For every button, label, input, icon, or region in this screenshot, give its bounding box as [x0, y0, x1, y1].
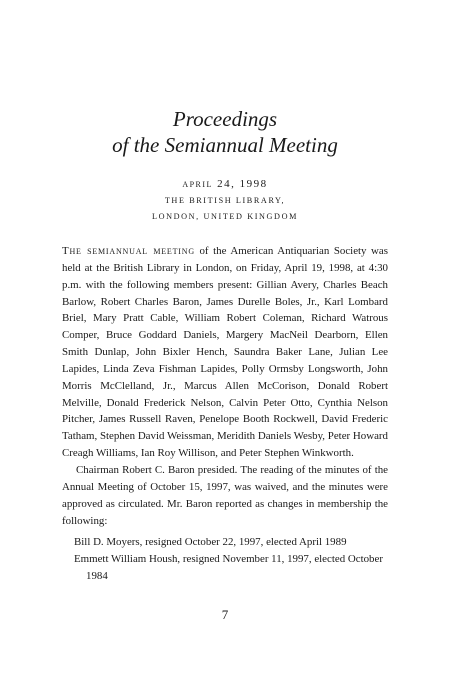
meeting-date: april 24, 1998	[182, 178, 268, 190]
paragraph-attendance	[62, 243, 388, 462]
meeting-city: LONDON, UNITED KINGDOM	[152, 212, 298, 221]
meeting-venue: THE BRITISH LIBRARY,	[164, 196, 286, 205]
page-title-line-1: Proceedings	[172, 107, 278, 131]
page-title-line-2: of the Semiannual Meeting	[112, 133, 338, 157]
membership-change-item: Bill D. Moyers, resigned October 22, 1997, elected April 1989	[74, 536, 347, 549]
paragraph-proceedings: Chairman Robert C. Baron presided. The reading of the minutes of the Annual Meeting of October 15, 1997, was waived, and the minutes were approved as circulated. Mr. Baron reported as changes in membership the following:	[62, 463, 388, 527]
membership-change-item: Emmett William Housh, resigned November 11, 1997, elected October 1984	[74, 553, 383, 583]
paragraph-attendance-text: of the American Antiquarian Society was held at the British Library in London, on Friday, April 19, 1998, at 4:30 p.m. with the following members present: Gillian Avery, Charles Beach Barlow, Robert Charles Baron, James Durelle Boles, Jr., Karl Lombard Briel, Mary Pratt Cable, William Robert Coleman, Richard Watrous Comper, Bruce Goddard Daniels, Margery MacNeil Dearborn, Ellen Smith Dunlap, John Bixler Hench, Saundra Baker Lane, Julian Lee Lapides, Linda Zeva Fishman Lapides, Polly Ormsby Longsworth, John Morris McClelland, Jr., Marcus Allen McCorison, Donald Robert Melville, Donald Frederick Nelson, Calvin Peter Otto, Cynthia Nelson Pitcher, James Russell Raven, Penelope Booth Rockwell, David Frederic Tatham, Stephen David Weissman, Meridith Daniels Wesby, Peter Howard Creagh Williams, Ian Roy Willison, and Peter Stephen Winkworth.	[62, 245, 388, 460]
body-text	[62, 243, 388, 585]
page-number: 7	[221, 607, 229, 622]
paragraph-lead-in: The semiannual meeting	[62, 245, 195, 257]
